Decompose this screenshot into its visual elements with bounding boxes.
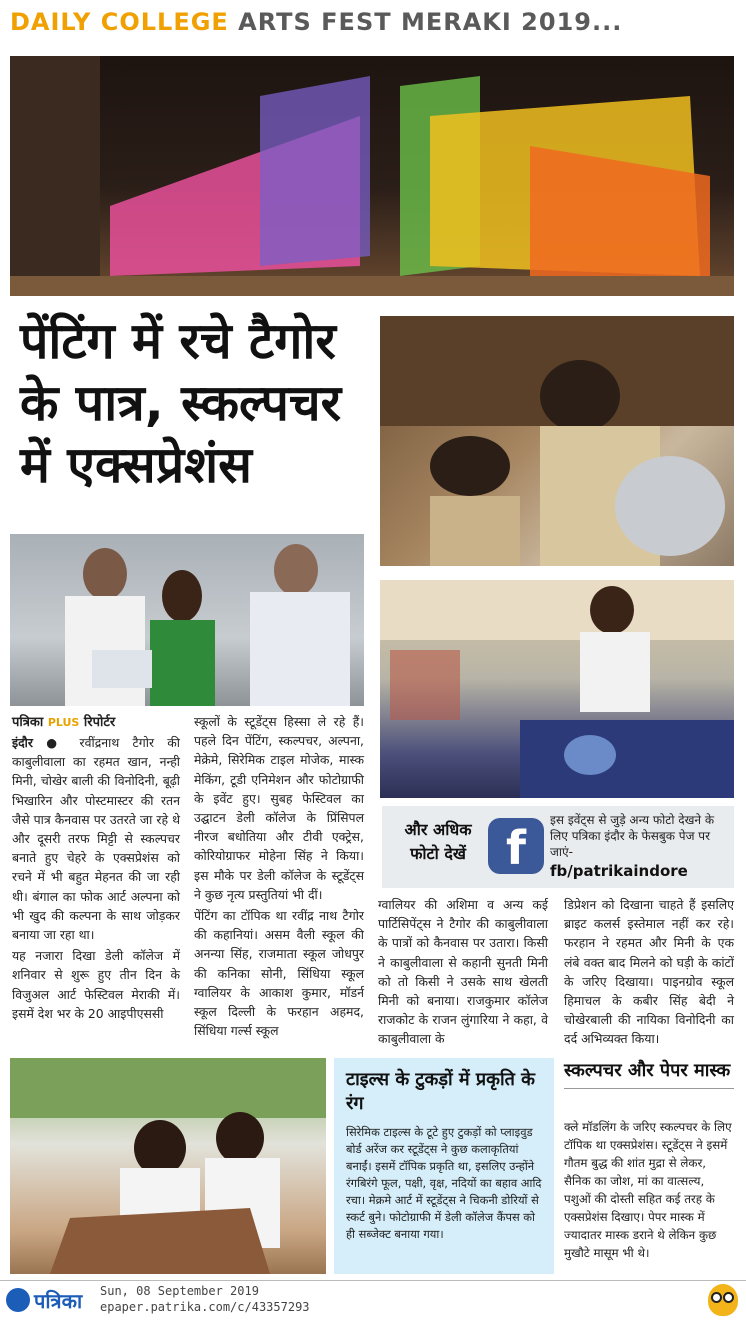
article-paragraph: ग्वालियर की अशिमा व अन्य कई पार्टिसिपेंट्स ने टैगोर की काबुलीवाला के पात्रों को कैनवास पर उतारा। किसी ने काबुलीवाला से कहानी सुनती मिनी को तो किसी ने उसके साथ खेलती मिनी को बनाया। राजकुमार कॉलेज राजकोट के राजन लुंगारिया ने कहा, वे काबुलीवाला के — [378, 897, 548, 1047]
byline-role: रिपोर्टर — [83, 715, 116, 730]
page-header — [10, 8, 622, 36]
sculpture-students-photo — [380, 316, 734, 566]
mask-body: क्ले मॉडलिंग के जरिए स्कल्पचर के लिए टॉपिक था एक्सप्रेशंस। स्टूडेंट्स ने इसमें गौतम बुद्ध की शांत मुद्रा से लेकर, सैनिक का जोश, मां का वात्सल्य, पशुओं की दोस्ती सहित कई तरह के एक्सप्रेशंस दिखाए। पेपर मास्क में ज्यादातर मास्क डराने थे लेकिन कुछ मुखौटे मासूम भी थे। — [564, 1120, 732, 1260]
inauguration-photo — [10, 534, 364, 706]
painting-photo-art — [380, 580, 734, 798]
fb-page-link[interactable]: fb/patrikaindore — [550, 862, 688, 880]
headline: पेंटिंग में रचे टैगोर के पात्र, स्कल्पचर में एक्सप्रेशंस — [20, 312, 342, 494]
tiles-sidebar — [334, 1058, 554, 1274]
facebook-promo-box — [382, 806, 734, 888]
fb-promo-cta: और अधिक फोटो देखें — [404, 820, 472, 863]
tiles-heading: टाइल्स के टुकड़ों में प्रकृति के रंग — [346, 1069, 535, 1114]
patrika-logo-icon — [6, 1288, 30, 1312]
article-column-2 — [194, 712, 364, 1042]
tiles-body: सिरेमिक टाइल्स के टूटे हुए टुकड़ों को प्लाइवुड बोर्ड अरेंज कर स्टूडेंट्स ने कुछ कलाकृतियां बनाईं। इसमें टॉपिक प्रकृति था, इसलिए उन्होंने रंगबिरंगे फूल, पक्षी, वृक्ष, नदियों का बहाव आदि रचा। मेक्रमे आर्ट में स्टूडेंट्स ने चिकनी डोरियों से स्कर्ट बुने। फोटोग्राफी में डेली कॉलेज कैंपस को ही सब्जेक्ट बनाया गया। — [346, 1125, 542, 1241]
byline — [12, 712, 115, 730]
stage-dance-photo — [10, 56, 734, 296]
byline-brand: पत्रिका — [12, 715, 44, 730]
footer-date: Sun, 08 September 2019 — [100, 1284, 259, 1298]
dateline: इंदौर — [12, 735, 33, 750]
tile-mosaic-photo — [10, 1058, 326, 1274]
footer-brand: पत्रिका — [34, 1289, 83, 1313]
mask-heading: स्कल्पचर और पेपर मास्क — [564, 1058, 734, 1089]
article-paragraph: इंदौर ● रवींद्रनाथ टैगोर की काबुलीवाला का रहमत खान, नन्ही मिनी, चोखेर बाली की विनोदिनी, बूढ़ी भिखारिन और पोस्टमास्टर की रतन जैसे पात्र कैनवास पर उतरते जा रहे थे और दूसरी तरफ मिट्टी से स्कल्पचर बनाते हुए चेहरे के एक्सप्रेशंस को रचने में भी बहुत मेहनत की जा रही थी। बंगाल का फोक आर्ट अल्पना को भी खुद की कल्पना के साथ जोड़कर बनाया जा रहा था। — [12, 735, 180, 943]
article-column-4 — [564, 895, 734, 1051]
article-paragraph: स्कूलों के स्टूडेंट्स हिस्सा ले रहे हैं। पहले दिन पेंटिंग, स्कल्पचर, अल्पना, मेक्रेमे, सिरेमिक टाइल मोजेक, मास्क मेकिंग, टूडी एनिमेशन और फोटोग्राफी के इवेंट हुए। सुबह फेस्टिवल का उद्घाटन डेली कॉलेज के प्रिंसिपल नीरज बधोतिया और टीवी एक्ट्रेस, कोरियोग्राफर मोहेना सिंह ने किया। इस मौके पर डेली कॉलेज के स्टूडेंट्स ने कुछ नृत्य प्रस्तुतियां भी दीं। — [194, 714, 364, 902]
owl-icon — [708, 1284, 738, 1316]
article-text: रवींद्रनाथ टैगोर की काबुलीवाला का रहमत खान, नन्ही मिनी, चोखेर बाली की विनोदिनी, बूढ़ी भिखारिन और पोस्टमास्टर की रतन जैसे पात्र कैनवास पर उतरते जा रहे थे और दूसरी तरफ मिट्टी से स्कल्पचर बनाते हुए चेहरे के एक्सप्रेशंस को रचने में भी बहुत मेहनत की जा रही थी। बंगाल का फोक आर्ट अल्पना को भी खुद की कल्पना के साथ जोड़कर बनाया जा रहा था। — [12, 735, 180, 943]
owl-eye-left — [711, 1292, 722, 1303]
painting-students-photo — [380, 580, 734, 798]
article-paragraph: डिप्रेशन को दिखाना चाहते हैं इसलिए ब्राइट कलर्स इस्तेमाल नहीं कर रहे। फरहान ने रहमत और मिनी के एक लंबे वक्त बाद मिलने को घड़ी के कांटों के जरिए दिखाया। पाइनग्रोव स्कूल हिमाचल के कबीर सिंह बेदी ने चोखेरबाली की नायिका विनोदिनी का दर्द अभिव्यक्त किया। — [564, 897, 734, 1047]
owl-eye-right — [723, 1292, 734, 1303]
footer-url[interactable]: epaper.patrika.com/c/43357293 — [100, 1300, 310, 1314]
byline-plus: PLUS — [47, 716, 80, 729]
facebook-icon: f — [488, 818, 544, 874]
article-paragraph: पेंटिंग का टॉपिक था रवींद्र नाथ टैगोर की कहानियां। असम वैली स्कूल की अनन्या सिंह, राजमाता स्कूल जोधपुर की कनिका सोनी, सिंधिया स्कूल ग्वालियर के आकाश कुमार, मॉडर्न स्कूल दिल्ली के फरहान अहमद, सिंधिया गर्ल्स स्कूल — [194, 908, 364, 1039]
footer-divider — [0, 1280, 746, 1281]
tiles-photo-art — [10, 1058, 326, 1274]
header-title-rest: ARTS FEST MERAKI 2019... — [238, 8, 623, 36]
article-column-3 — [378, 895, 548, 1051]
sculpture-photo-art — [380, 316, 734, 566]
article-paragraph: यह नजारा दिखा डेली कॉलेज में शनिवार से शुरू हुए तीन दिन के विजुअल आर्ट फेस्टिवल मेराकी में। इसमें देश भर के 20 आइपीएससी — [12, 948, 180, 1021]
fb-promo-text: इस इवेंट्स से जुड़े अन्य फोटो देखने के लिए पत्रिका इंदौर के फेसबुक पेज पर जाएं- — [550, 813, 715, 859]
header-title-accent: DAILY COLLEGE — [10, 8, 229, 36]
article-column-1 — [12, 733, 180, 1025]
stage-photo-art — [10, 56, 734, 296]
award-photo-art — [10, 534, 364, 706]
